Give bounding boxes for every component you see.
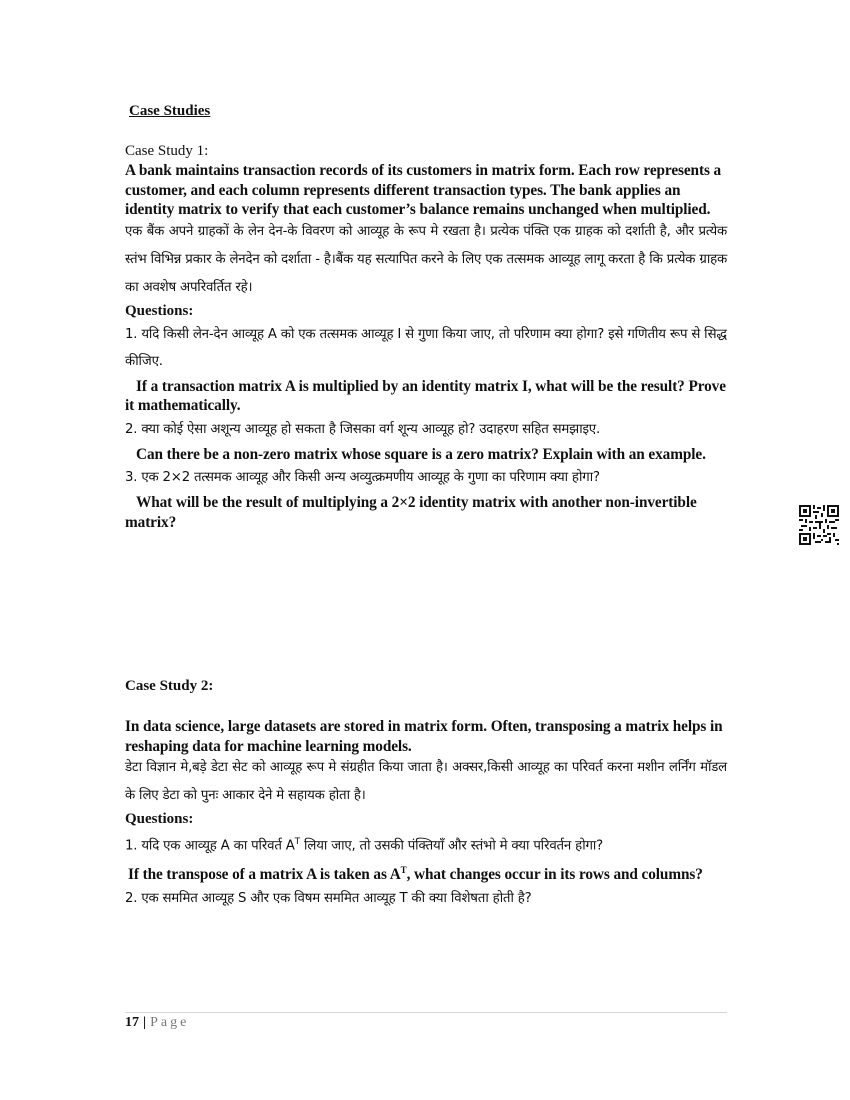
case-study-1-q1-english: If a transaction matrix A is multiplied by an identity matrix I, what will be the result? Prove it mathematically.	[125, 377, 726, 414]
case-study-2-q1-english	[125, 861, 727, 885]
case-study-2-english: In data science, large datasets are stored in matrix form. Often, transposing a matrix helps in reshaping data for machine learning models.	[125, 718, 723, 755]
footer-separator: |	[143, 1015, 147, 1030]
page-number: 17	[125, 1015, 139, 1030]
case-study-1-english: A bank maintains transaction records of its customers in matrix form. Each row represents a customer, and each column represents different transaction types. The bank applies an identity matrix to verify that each customer’s balance remains unchanged when multiplied.	[125, 162, 722, 218]
case-study-1-q3-english: What will be the result of multiplying a 2×2 identity matrix with another non-invertible matrix?	[125, 494, 697, 531]
case-study-1-q2-hindi: 2. क्या कोई ऐसा अशून्य आव्यूह हो सकता है जिसका वर्ग शून्य आव्यूह हो? उदाहरण सहित समझाइए.	[125, 421, 600, 437]
q1-english-text-a: If the transpose of a matrix A is taken as A	[128, 866, 401, 884]
q1-hindi-text-a: 1. यदि एक आव्यूह A का परिवर्त A	[125, 838, 295, 854]
q1-hindi-text-b: लिया जाए, तो उसकी पंक्तियाँ और स्तंभो मे क्या परिवर्तन होगा?	[299, 838, 604, 854]
qr-code-icon	[799, 505, 839, 545]
page-footer	[125, 1015, 189, 1031]
case-study-1-q1-hindi: 1. यदि किसी लेन-देन आव्यूह A को एक तत्समक आव्यूह I से गुणा किया जाए, तो परिणाम क्या होगा? इसे गणितीय रूप से सिद्ध कीजिए.	[125, 326, 727, 369]
case-study-2-q2-hindi: 2. एक सममित आव्यूह S और एक विषम सममित आव्यूह T की क्या विशेषता होती है?	[125, 891, 532, 907]
case-study-2	[125, 677, 727, 912]
q1-hindi-superscript: T	[294, 837, 300, 847]
case-study-1-questions-label: Questions:	[125, 302, 194, 319]
page-heading: Case Studies	[129, 103, 211, 119]
case-study-1-title: Case Study 1:	[125, 143, 209, 159]
case-study-1-q2-english: Can there be a non-zero matrix whose square is a zero matrix? Explain with an example.	[136, 445, 706, 463]
page-label: Page	[150, 1015, 190, 1030]
case-study-2-questions-label: Questions:	[125, 811, 194, 827]
q1-english-text-b: , what changes occur in its rows and columns?	[406, 866, 703, 884]
footer-divider	[125, 1012, 727, 1013]
case-study-2-title: Case Study 2:	[125, 678, 214, 694]
q1-english-superscript: T	[400, 865, 407, 876]
case-study-1-q3-hindi: 3. एक 2×2 तत्समक आव्यूह और किसी अन्य अव्युत्क्रमणीय आव्यूह के गुणा का परिणाम क्या होगा?	[125, 470, 600, 485]
case-study-2-q1-hindi	[125, 829, 727, 859]
case-study-1	[125, 142, 727, 532]
case-study-1-hindi: एक बैंक अपने ग्राहकों के लेन देन-के विवरण को आव्यूह के रूप मे रखता है। प्रत्येक पंक्ति एक ग्राहक को दर्शाती है, और प्रत्येक स्तंभ विभिन्न प्रकार के लेनदेन को दर्शाता - है।बैंक यह सत्यापित करने के लिए एक तत्समक आव्यूह लागू करता है कि प्रत्येक ग्राहक का अवशेष अपरिवर्तित रहे।	[125, 223, 727, 295]
case-study-2-hindi: डेटा विज्ञान मे,बड़े डेटा सेट को आव्यूह रूप मे संग्रहीत किया जाता है। अक्सर,किसी आव्यूह का परिवर्त करना मशीन लर्निंग मॉडल के लिए डेटा को पुनः आकार देने मे सहायक होता है।	[125, 760, 727, 803]
